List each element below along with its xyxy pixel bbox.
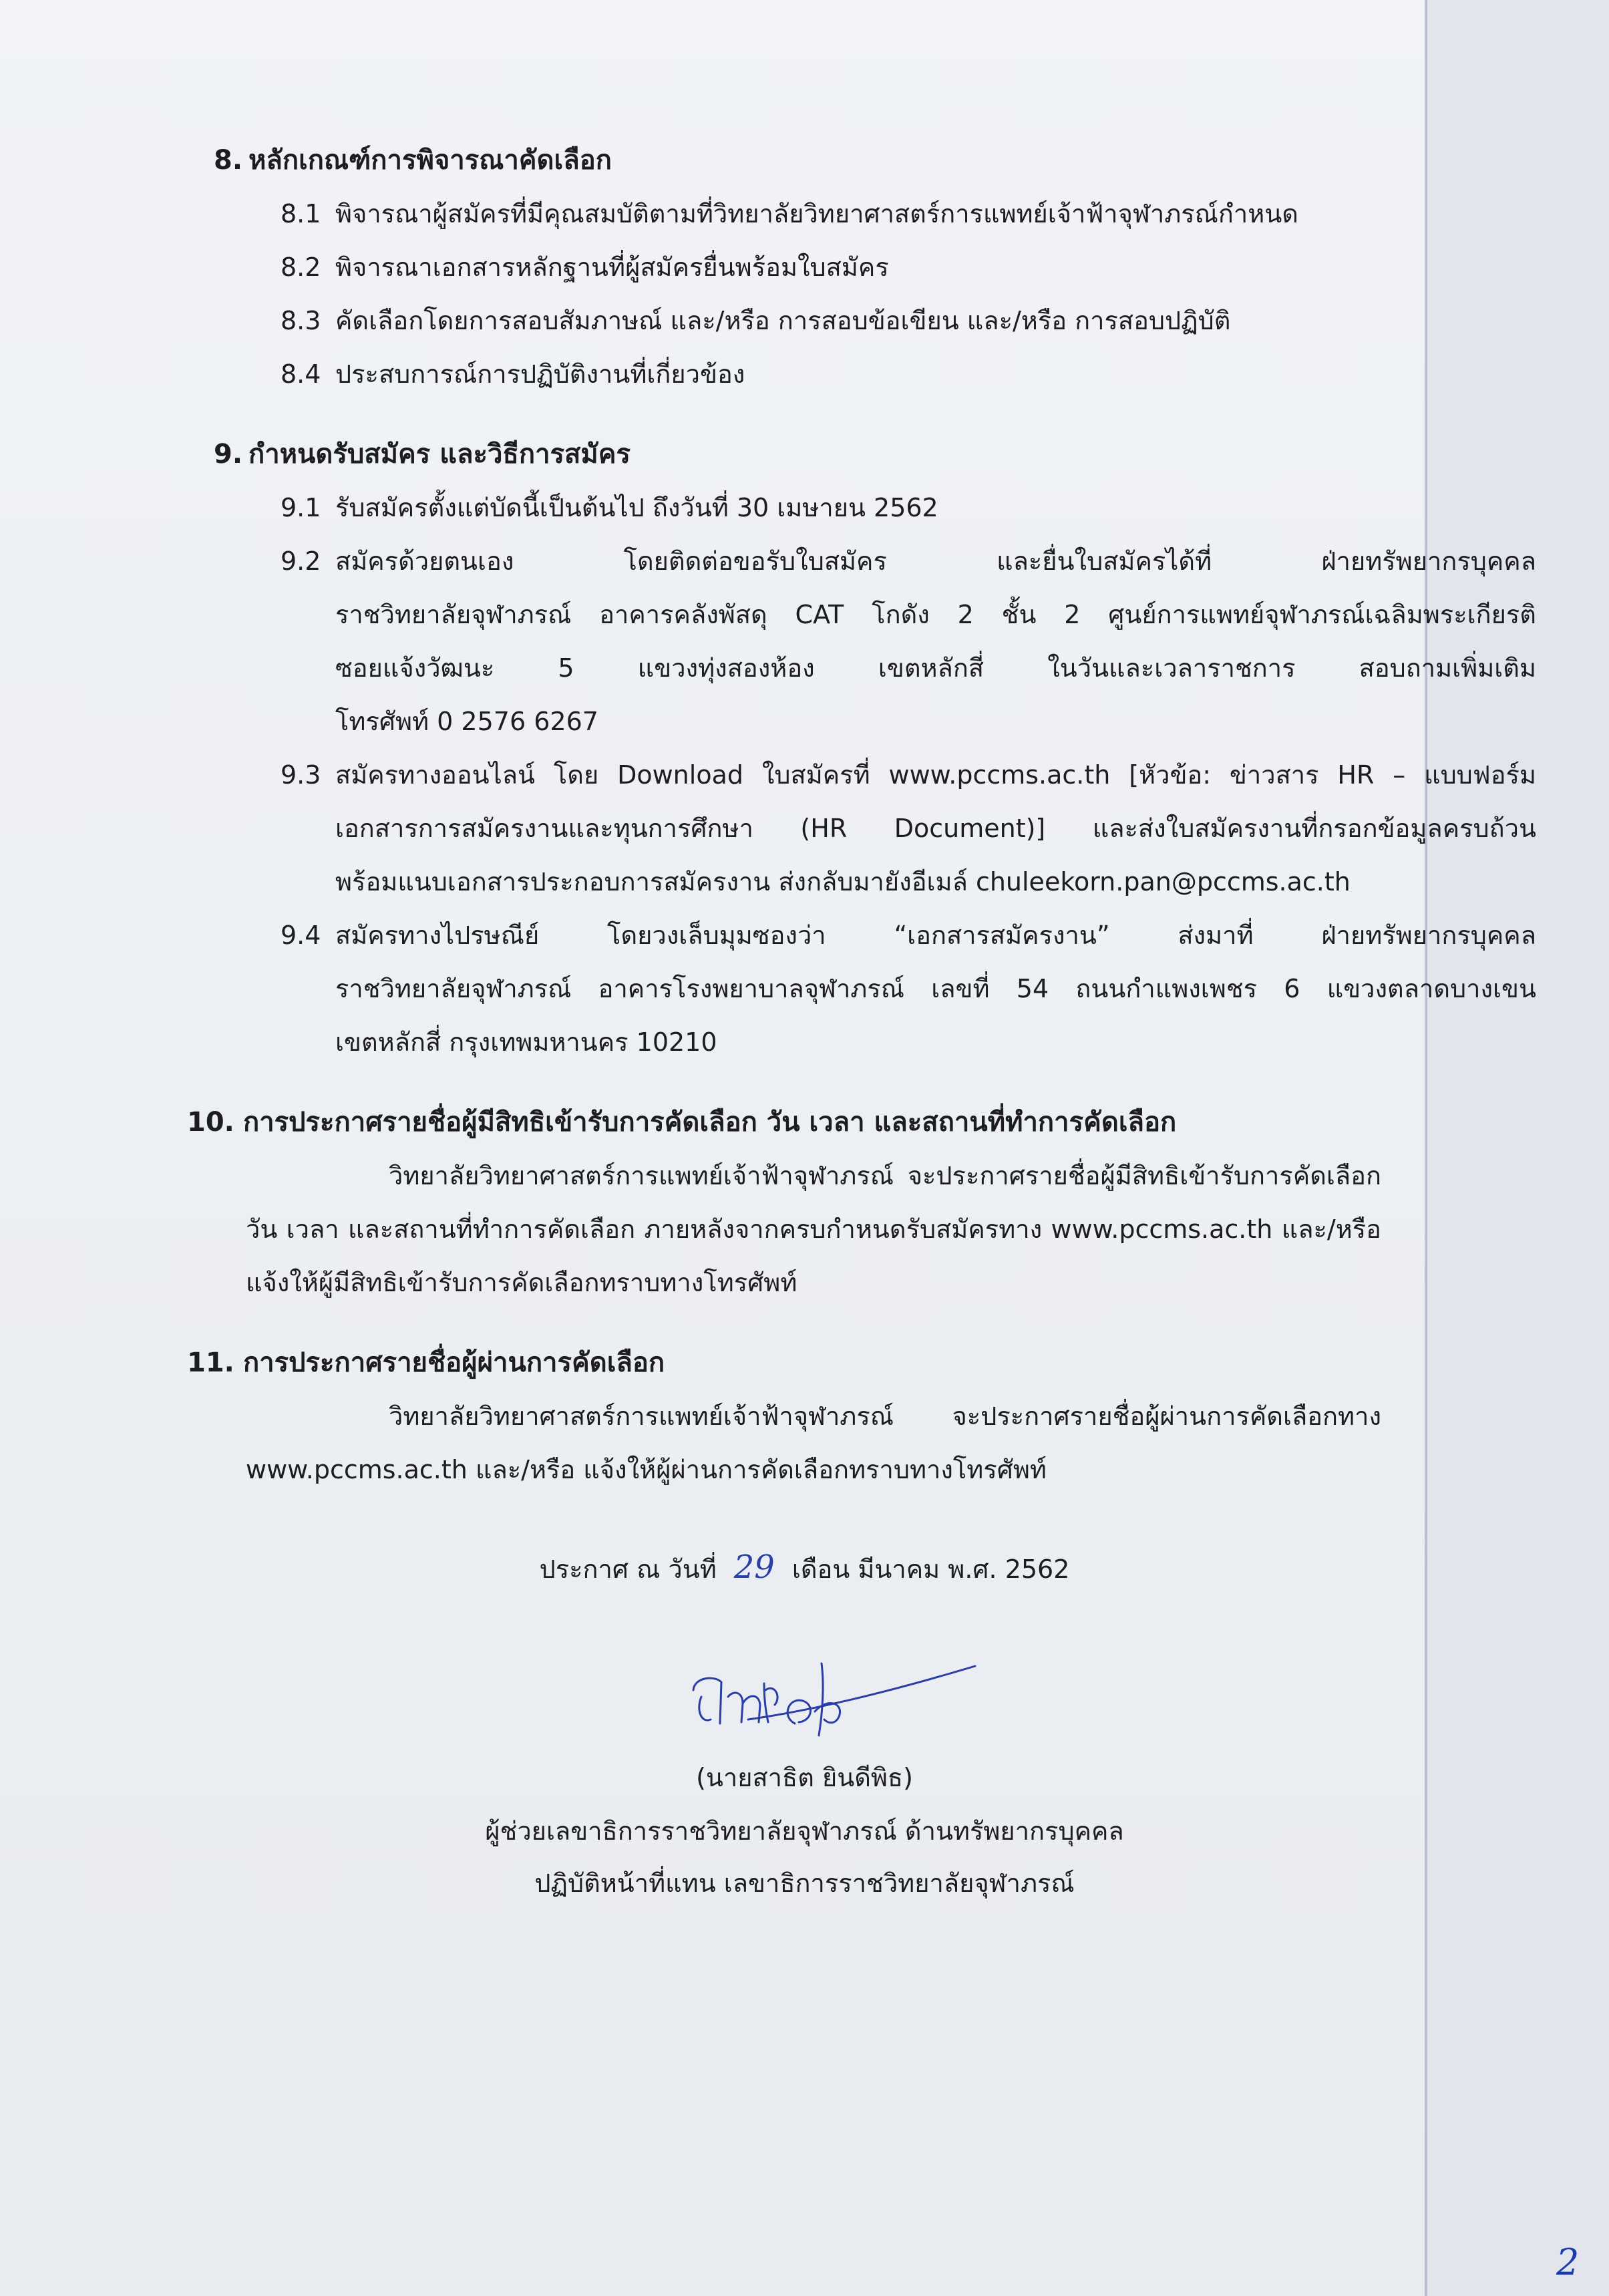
scan-margin (1427, 0, 1609, 2296)
section-8-heading: 8. หลักเกณฑ์การพิจารณาคัดเลือก (214, 145, 612, 176)
item-9-4: 9.4 สมัครทางไปรษณีย์ โดยวงเล็บมุมซองว่า “เอกสารสมัครงาน” ส่งมาที่ ฝ่ายทรัพยากรบุคคล ราชวิทยาลัยจุฬาภรณ์ อาคารโรงพยาบาลจุฬาภรณ์ เลขที่ 54 ถนนกำแพงเพชร 6 แขวงตลาดบางเขน เขตหลักสี่ กรุงเทพมหานคร 10210 (281, 921, 1536, 1057)
item-8-2: 8.2 พิจารณาเอกสารหลักฐานที่ผู้สมัครยื่นพร้อมใบสมัคร (281, 253, 889, 282)
section-9-title: กำหนดรับสมัคร และวิธีการสมัคร (248, 439, 631, 470)
announcement-date: ประกาศ ณ วันที่ 29 เดือน มีนาคม พ.ศ. 2562 (539, 1548, 1070, 1586)
signature-image (681, 1650, 989, 1750)
section-11-title: การประกาศรายชื่อผู้ผ่านการคัดเลือก (243, 1347, 665, 1378)
handwritten-day: 29 (733, 1548, 775, 1586)
page-number: 2 (1556, 2241, 1580, 2283)
document-body (187, 134, 1536, 1496)
spacer (214, 1069, 1416, 1096)
page-edge-line (1425, 0, 1427, 2296)
section-9-heading: 9. กำหนดรับสมัคร และวิธีการสมัคร (214, 439, 631, 470)
spacer (214, 1309, 1416, 1336)
signatory-title-1: ผู้ช่วยเลขาธิการราชวิทยาลัยจุฬาภรณ์ ด้านทรัพยากรบุคคล (485, 1816, 1124, 1846)
signatory-name: (นายสาธิต ยินดีพิธ) (696, 1763, 913, 1792)
section-11-body: วิทยาลัยวิทยาศาสตร์การแพทย์เจ้าฟ้าจุฬาภรณ์ จะประกาศรายชื่อผู้ผ่านการคัดเลือกทาง www.pccms.ac.th และ/หรือ แจ้งให้ผู้ผ่านการคัดเลือกทราบทางโทรศัพท์ (246, 1402, 1381, 1484)
item-9-3: 9.3 สมัครทางออนไลน์ โดย Download ใบสมัครที่ www.pccms.ac.th [หัวข้อ: ข่าวสาร HR – แบบฟอร์ม เอกสารการสมัครงานและทุนการศึกษา (HR Document)] และส่งใบสมัครงานที่กรอกข้อมูลครบถ้วน พร้อมแนบเอกสารประกอบการสมัครงาน ส่งกลับมายังอีเมล์ chuleekorn.pan@pccms.ac.th (281, 760, 1536, 896)
section-10-title: การประกาศรายชื่อผู้มีสิทธิเข้ารับการคัดเลือก วัน เวลา และสถานที่ทำการคัดเลือก (243, 1107, 1177, 1138)
section-10-heading: 10. การประกาศรายชื่อผู้มีสิทธิเข้ารับการคัดเลือก วัน เวลา และสถานที่ทำการคัดเลือก (187, 1107, 1177, 1138)
section-10-body: วิทยาลัยวิทยาศาสตร์การแพทย์เจ้าฟ้าจุฬาภรณ์ จะประกาศรายชื่อผู้มีสิทธิเข้ารับการคัดเลือก วัน เวลา และสถานที่ทำการคัดเลือก ภายหลังจากครบกำหนดรับสมัครทาง www.pccms.ac.th และ/หรือ แจ้งให้ผู้มีสิทธิเข้ารับการคัดเลือกทราบทางโทรศัพท์ (246, 1161, 1381, 1297)
item-9-1: 9.1 รับสมัครตั้งแต่บัดนี้เป็นต้นไป ถึงวันที่ 30 เมษายน 2562 (281, 493, 938, 522)
item-8-1: 8.1 พิจารณาผู้สมัครที่มีคุณสมบัติตามที่วิทยาลัยวิทยาศาสตร์การแพทย์เจ้าฟ้าจุฬาภรณ์กำหนด (281, 199, 1298, 228)
item-9-2: 9.2 สมัครด้วยตนเอง โดยติดต่อขอรับใบสมัคร และยื่นใบสมัครได้ที่ ฝ่ายทรัพยากรบุคคล ราชวิทยาลัยจุฬาภรณ์ อาคารคลังพัสดุ CAT โกดัง 2 ชั้น 2 ศูนย์การแพทย์จุฬาภรณ์เฉลิมพระเกียรติ ซอยแจ้งวัฒนะ 5 แขวงทุ่งสองห้อง เขตหลักสี่ ในวันและเวลาราชการ สอบถามเพิ่มเติม โทรศัพท์ 0 2576 6267 (281, 546, 1536, 736)
spacer (214, 401, 1416, 428)
section-8-title: หลักเกณฑ์การพิจารณาคัดเลือก (248, 145, 612, 176)
item-8-4: 8.4 ประสบการณ์การปฏิบัติงานที่เกี่ยวข้อง (281, 359, 745, 389)
item-8-3: 8.3 คัดเลือกโดยการสอบสัมภาษณ์ และ/หรือ การสอบข้อเขียน และ/หรือ การสอบปฏิบัติ (281, 306, 1231, 335)
signatory-title-2: ปฏิบัติหน้าที่แทน เลขาธิการราชวิทยาลัยจุฬาภรณ์ (534, 1868, 1075, 1898)
section-11-heading: 11. การประกาศรายชื่อผู้ผ่านการคัดเลือก (187, 1347, 665, 1378)
